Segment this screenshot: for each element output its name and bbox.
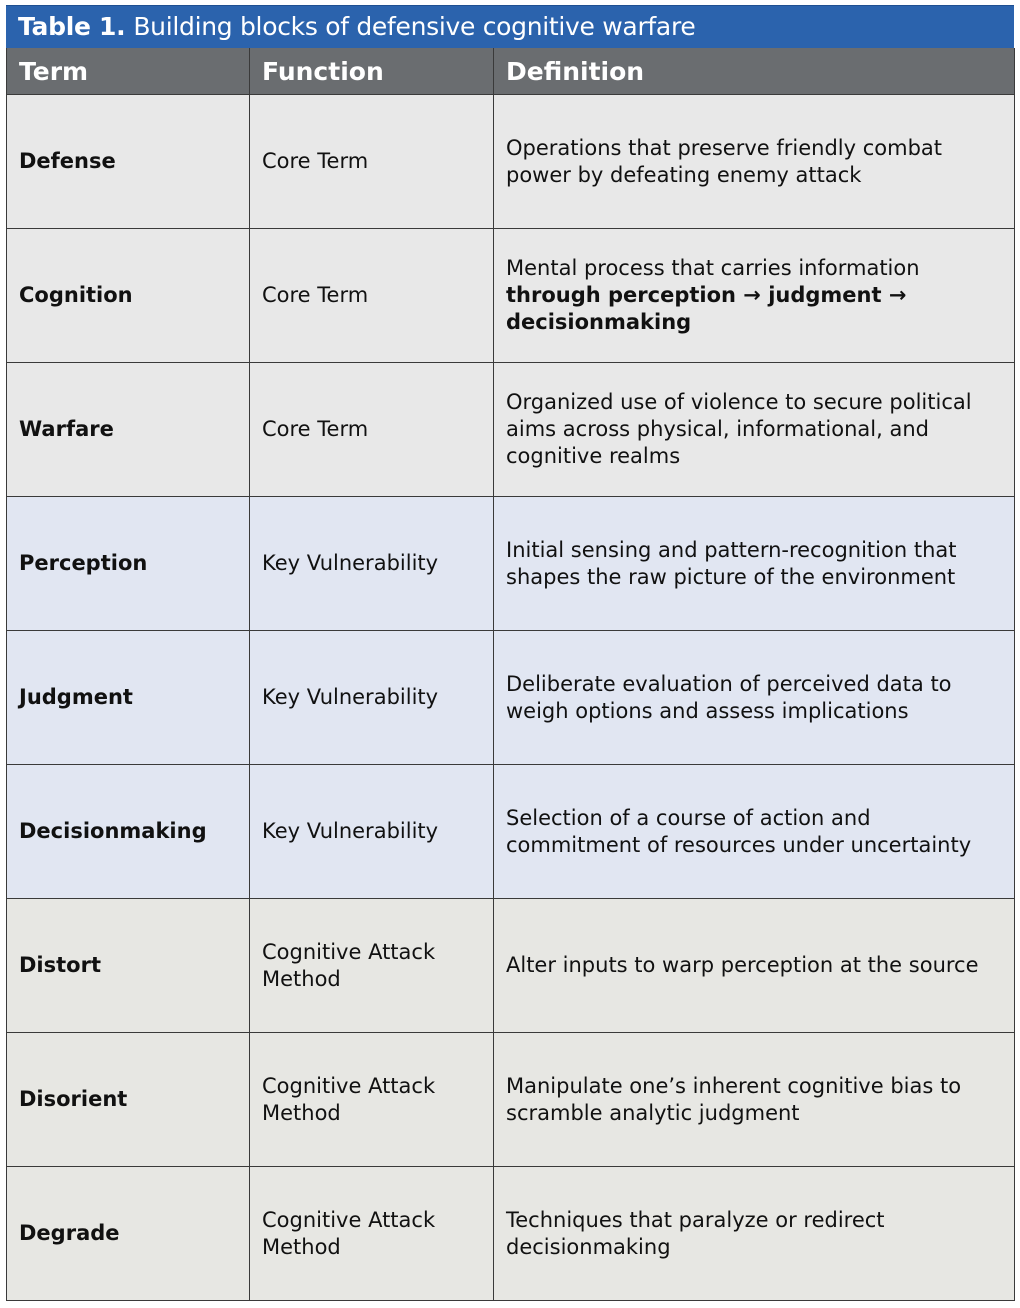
- definitions-table: [6, 48, 1015, 1301]
- header-term: Term: [7, 48, 250, 95]
- table-row: [7, 229, 1015, 363]
- cell-definition: Techniques that paralyze or redirect decisionmaking: [494, 1167, 1015, 1301]
- cell-definition: Manipulate one’s inherent cognitive bias to scramble analytic judgment: [494, 1033, 1015, 1167]
- cell-term: Judgment: [7, 631, 250, 765]
- cell-function: Cognitive Attack Method: [250, 1167, 494, 1301]
- cell-definition: [494, 229, 1015, 363]
- table-title: [6, 5, 1014, 48]
- cell-definition: Initial sensing and pattern-recognition that shapes the raw picture of the environment: [494, 497, 1015, 631]
- cell-function: Key Vulnerability: [250, 631, 494, 765]
- cell-term: Disorient: [7, 1033, 250, 1167]
- cell-function: Key Vulnerability: [250, 765, 494, 899]
- cell-function: Cognitive Attack Method: [250, 1033, 494, 1167]
- cell-definition: Selection of a course of action and commitment of resources under uncertainty: [494, 765, 1015, 899]
- table-title-label: Table 1.: [18, 12, 126, 41]
- cell-function: Key Vulnerability: [250, 497, 494, 631]
- cell-function: Cognitive Attack Method: [250, 899, 494, 1033]
- definition-bold-text: through perception → judgment → decisionmaking: [506, 283, 907, 334]
- header-function: Function: [250, 48, 494, 95]
- cell-term: Defense: [7, 95, 250, 229]
- table-title-text: Building blocks of defensive cognitive warfare: [133, 12, 696, 41]
- cell-term: Distort: [7, 899, 250, 1033]
- table-row: [7, 899, 1015, 1033]
- cell-definition: Alter inputs to warp perception at the source: [494, 899, 1015, 1033]
- cell-definition: Operations that preserve friendly combat power by defeating enemy attack: [494, 95, 1015, 229]
- table-container: [6, 5, 1014, 1301]
- cell-term: Decisionmaking: [7, 765, 250, 899]
- cell-definition: Deliberate evaluation of perceived data to weigh options and assess implications: [494, 631, 1015, 765]
- cell-term: Warfare: [7, 363, 250, 497]
- cell-function: Core Term: [250, 229, 494, 363]
- cell-function: Core Term: [250, 95, 494, 229]
- cell-term: Cognition: [7, 229, 250, 363]
- table-row: [7, 765, 1015, 899]
- cell-term: Degrade: [7, 1167, 250, 1301]
- header-definition: Definition: [494, 48, 1015, 95]
- definition-text: Mental process that carries information: [506, 256, 920, 280]
- table-row: [7, 631, 1015, 765]
- table-row: [7, 497, 1015, 631]
- table-row: [7, 1033, 1015, 1167]
- table-row: [7, 363, 1015, 497]
- cell-definition: Organized use of violence to secure political aims across physical, informational, and cognitive realms: [494, 363, 1015, 497]
- cell-function: Core Term: [250, 363, 494, 497]
- table-row: [7, 1167, 1015, 1301]
- cell-term: Perception: [7, 497, 250, 631]
- table-row: [7, 95, 1015, 229]
- table-header-row: [7, 48, 1015, 95]
